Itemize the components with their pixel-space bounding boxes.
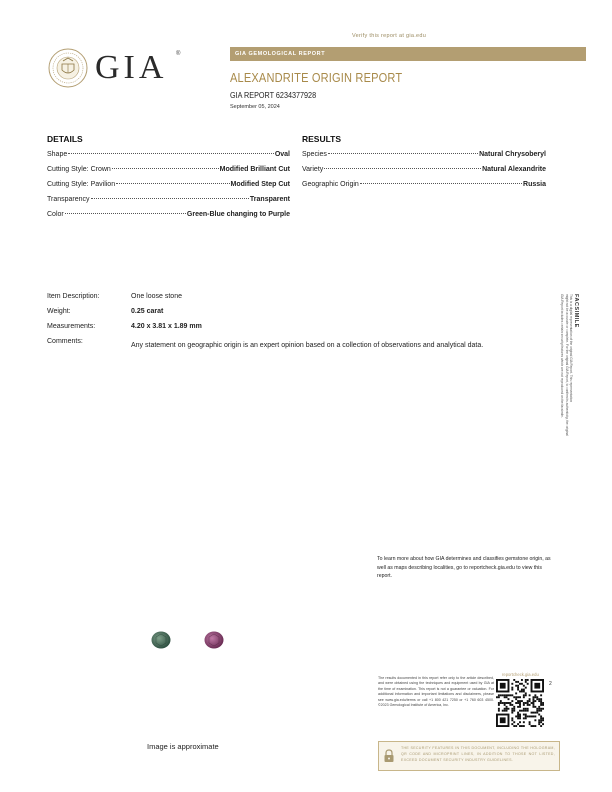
details-row-color (47, 211, 290, 221)
details-heading: DETAILS (47, 134, 83, 144)
gia-seal-icon (48, 48, 88, 88)
facsimile-line-2: might not be accurate or complete. For the original GIA Report, to confirm its authenticity, the original (565, 294, 569, 436)
facsimile-text (560, 294, 578, 436)
qr-code-icon[interactable] (496, 679, 544, 727)
verify-link[interactable]: Verify this report at gia.edu (352, 33, 427, 39)
dot-leader (91, 198, 249, 199)
results-heading: RESULTS (302, 134, 342, 144)
security-text: THE SECURITY FEATURES IN THIS DOCUMENT, INCLUDING THE HOLOGRAM, QR CODE AND MICROPRINT LINES, IN ADDITION TO THOSE NOT LISTED, EXCEED DOCUMENT SECURITY INDUSTRY GUIDELINES. (401, 746, 555, 763)
facsimile-line-3: GIA Report includes certain security features which are not reproduced on the facsimile. (560, 294, 565, 418)
dot-leader (328, 153, 478, 154)
dot-leader (112, 168, 219, 169)
report-number: GIA REPORT 6234377928 (230, 90, 317, 100)
image-approximate-note: Image is approximate (147, 742, 219, 751)
details-value: Oval (274, 151, 290, 158)
item-description-value: One loose stone (131, 293, 182, 300)
stone-image-purple (203, 630, 225, 650)
report-title: ALEXANDRITE ORIGIN REPORT (230, 70, 403, 85)
results-value: Russia (523, 181, 546, 188)
comments-label: Comments: (47, 338, 83, 345)
details-row-crown (47, 166, 290, 176)
registered-mark: ® (176, 51, 181, 57)
details-label: Shape (47, 151, 68, 158)
facsimile-notice (548, 294, 588, 500)
report-date: September 05, 2024 (230, 104, 280, 110)
results-row-variety (302, 166, 546, 176)
reportcheck-link[interactable]: reportcheck.gia.edu (502, 672, 539, 677)
report-header-bar (230, 47, 586, 61)
details-value: Transparent (249, 196, 290, 203)
security-features-box (378, 741, 560, 771)
details-row-transparency (47, 196, 290, 206)
results-value: Natural Alexandrite (482, 166, 546, 173)
results-row-origin (302, 181, 546, 191)
details-value: Green-Blue changing to Purple (186, 211, 290, 218)
lock-icon (383, 749, 395, 763)
comments-value: Any statement on geographic origin is an expert opinion based on a collection of observations and analytical data. (131, 342, 484, 349)
gia-logo (48, 48, 183, 88)
results-value: Natural Chrysoberyl (479, 151, 546, 158)
weight-value: 0.25 carat (131, 308, 164, 315)
dot-leader (65, 213, 186, 214)
details-label: Transparency (47, 196, 90, 203)
report-header-label: GIA GEMOLOGICAL REPORT (235, 51, 326, 57)
legal-disclaimer: The results documented in this report refer only to the article described, and were obtained using the techniques and equipment used by GIA at the time of examination. This report is not a guarantee or valuation. For additional information and important limitations and disclaimers, please see www.gia.edu/terms or call +1 800 421 7250 or +1 760 603 4500. ©2023 Gemological Institute of America, Inc. (378, 676, 494, 708)
facsimile-title: FACSIMILE (573, 294, 579, 328)
details-row-shape (47, 151, 290, 161)
dot-leader (324, 168, 481, 169)
weight-label: Weight: (47, 308, 71, 315)
details-label: Cutting Style: Pavilion (47, 181, 116, 188)
qr-number: 2 (549, 681, 552, 687)
measurements-label: Measurements: (47, 323, 96, 330)
results-label: Variety (302, 166, 324, 173)
dot-leader (360, 183, 522, 184)
gia-wordmark: GIA (95, 49, 168, 86)
results-label: Species (302, 151, 327, 158)
details-label: Color (47, 211, 64, 218)
measurements-value: 4.20 x 3.81 x 1.89 mm (131, 323, 202, 330)
dot-leader (68, 153, 274, 154)
results-row-species (302, 151, 546, 161)
item-info (47, 293, 547, 373)
learn-more-text: To learn more about how GIA determines and classifies gemstone origin, as well as maps describing localities, go to reportcheck.gia.edu to view this report. (377, 556, 551, 579)
dot-leader (116, 183, 229, 184)
facsimile-line-1: This is a digital representation of the original GIA Report. This representation (569, 294, 574, 403)
results-label: Geographic Origin (302, 181, 359, 188)
item-description-label: Item Description: (47, 293, 100, 300)
details-label: Cutting Style: Crown (47, 166, 111, 173)
details-value: Modified Step Cut (230, 181, 290, 188)
details-value: Modified Brilliant Cut (219, 166, 290, 173)
details-row-pavilion (47, 181, 290, 191)
stone-image-green (150, 630, 172, 650)
